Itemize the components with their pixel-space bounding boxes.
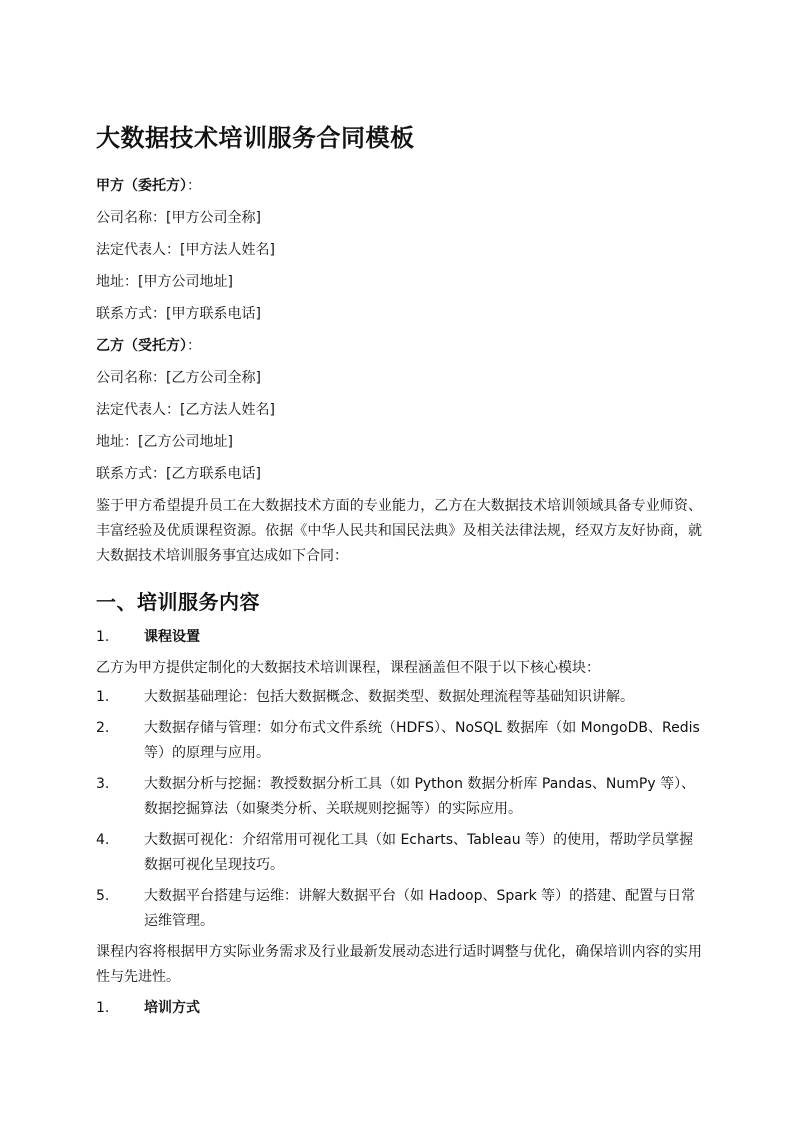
module-text: 大数据基础理论：包括大数据概念、数据类型、数据处理流程等基础知识讲解。 [144,689,634,705]
module-item [96,772,702,822]
party-a-colon: ： [187,178,201,194]
module-item [96,884,702,934]
party-b-heading-line [96,330,702,362]
party-a-address: 地址：[甲方公司地址] [96,274,233,290]
party-a-heading: 甲方（委托方） [96,178,187,194]
module-number: 5. [96,888,110,904]
module-text: 大数据可视化：介绍常用可视化工具（如 Echarts、Tableau 等）的使用，帮助学员掌握数据可视化呈现技巧。 [144,832,694,873]
course-closing-paragraph: 课程内容将根据甲方实际业务需求及行业最新发展动态进行适时调整与优化，确保培训内容的实用性与先进性。 [96,944,702,985]
module-number: 2. [96,720,110,736]
section-1-heading: 一、培训服务内容 [96,590,260,614]
module-text: 大数据分析与挖掘：教授数据分析工具（如 Python 数据分析库 Pandas、NumPy 等）、数据挖掘算法（如聚类分析、关联规则挖掘等）的实际应用。 [144,776,696,817]
module-text: 大数据存储与管理：如分布式文件系统（HDFS）、NoSQL 数据库（如 MongoDB、Redis 等）的原理与应用。 [144,720,700,761]
party-a-legal-rep: 法定代表人：[甲方法人姓名] [96,242,275,258]
party-b-company-name: 公司名称：[乙方公司全称] [96,370,261,386]
subsection-title: 课程设置 [144,629,200,645]
subsection-number: 1. [96,629,110,645]
module-item [96,716,702,766]
party-b-heading: 乙方（受托方） [96,338,187,354]
party-b-contact: 联系方式：[乙方联系电话] [96,466,261,482]
module-text: 大数据平台搭建与运维：讲解大数据平台（如 Hadoop、Spark 等）的搭建、配置与日常运维管理。 [144,888,696,929]
party-b-legal-rep: 法定代表人：[乙方法人姓名] [96,402,275,418]
party-a-heading-line [96,170,702,202]
party-a-contact: 联系方式：[甲方联系电话] [96,306,261,322]
party-b-colon: ： [187,338,201,354]
party-b-address: 地址：[乙方公司地址] [96,434,233,450]
module-number: 4. [96,832,110,848]
course-intro-paragraph: 乙方为甲方提供定制化的大数据技术培训课程，课程涵盖但不限于以下核心模块： [96,660,600,676]
subsection-title: 培训方式 [144,1000,200,1016]
subsection-training-method [96,996,702,1021]
module-item [96,685,702,710]
document-title: 大数据技术培训服务合同模板 [96,124,415,152]
party-a-company-name: 公司名称：[甲方公司全称] [96,210,261,226]
contract-document [96,118,702,1027]
module-item [96,828,702,878]
preamble-paragraph: 鉴于甲方希望提升员工在大数据技术方面的专业能力，乙方在大数据技术培训领域具备专业师资、丰富经验及优质课程资源。依据《中华人民共和国民法典》及相关法律法规，经双方友好协商，就大数据技术培训服务事宜达成如下合同： [96,498,702,564]
module-number: 3. [96,776,110,792]
subsection-course-setup [96,625,702,650]
module-number: 1. [96,689,110,705]
subsection-number: 1. [96,1000,110,1016]
